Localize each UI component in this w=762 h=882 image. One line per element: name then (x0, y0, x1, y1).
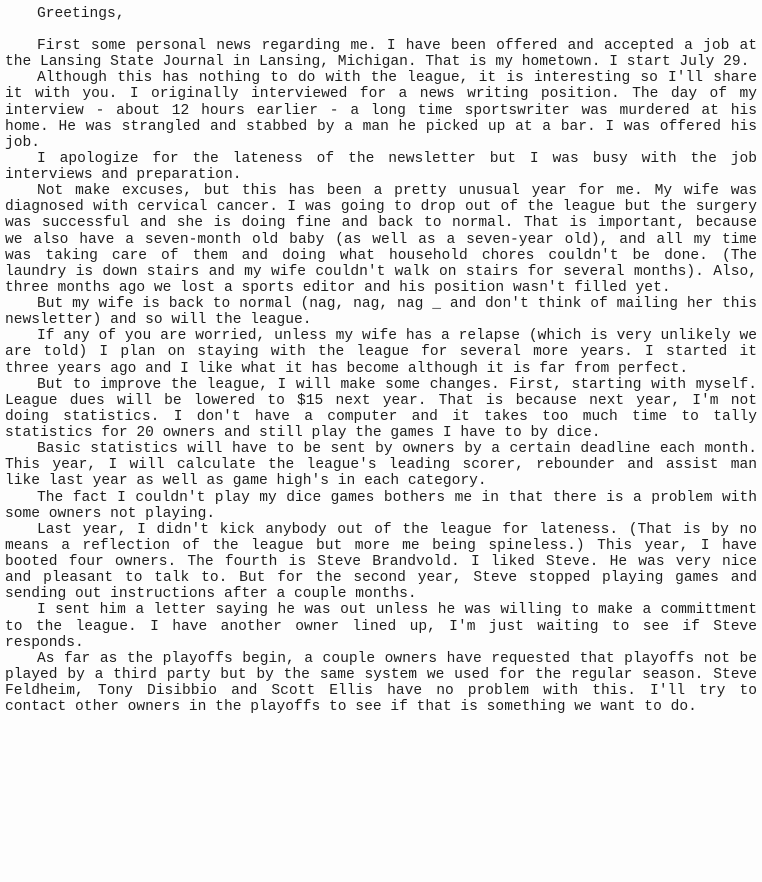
paragraph: Not make excuses, but this has been a pretty unusual year for me. My wife was diagnosed with cervical cancer. I was going to drop out of the league but the surgery was successful and she is doing fine and back to normal. That is important, because we also have a seven-month old baby (as well as a seven-year old), and all my time was taking care of them and doing what household chores couldn't be done. (The laundry is down stairs and my wife couldn't walk on stairs for several months). Also, three months ago we lost a sports editor and his position wasn't filled yet. (5, 183, 757, 296)
paragraph: I apologize for the lateness of the newsletter but I was busy with the job interviews and preparation. (5, 150, 757, 183)
paragraph: Last year, I didn't kick anybody out of the league for lateness. (That is by no means a reflection of the league but more me being spineless.) This year, I have booted four owners. The fourth is Steve Brandvold. I liked Steve. He was very nice and pleasant to talk to. But for the second year, Steve stopped playing games and sending out instructions after a couple months. (5, 521, 757, 603)
letter-body (5, 38, 757, 715)
paragraph: But to improve the league, I will make some changes. First, starting with myself. League dues will be lowered to $15 next year. That is because next year, I'm not doing statistics. I don't have a computer and it takes too much time to tally statistics for 20 owners and still play the games I have to by dice. (5, 376, 757, 441)
paragraph: Basic statistics will have to be sent by owners by a certain deadline each month. This year, I will calculate the league's leading scorer, rebounder and assist man like last year as well as game high's in each category. (5, 441, 757, 490)
paragraph: As far as the playoffs begin, a couple owners have requested that playoffs not be played by a third party but by the same system we used for the regular season. Steve Feldheim, Tony Disibbio and Scott Ellis have no problem with this. I'll try to contact other owners in the playoffs to see if that is something we want to do. (5, 650, 757, 716)
paragraph: If any of you are worried, unless my wife has a relapse (which is very unlikely we are told) I plan on staying with the league for several more years. I started it three years ago and I like what it has become although it is far from perfect. (5, 328, 757, 377)
paragraph: First some personal news regarding me. I have been offered and accepted a job at the Lansing State Journal in Lansing, Michigan. That is my hometown. I start July 29. (5, 38, 757, 71)
paragraph: I sent him a letter saying he was out unless he was willing to make a committment to the league. I have another owner lined up, I'm just waiting to see if Steve responds. (5, 602, 757, 651)
paragraph: But my wife is back to normal (nag, nag, nag _ and don't think of mailing her this newsletter) and so will the league. (5, 296, 757, 329)
paragraph: The fact I couldn't play my dice games bothers me in that there is a problem with some owners not playing. (5, 489, 757, 522)
paragraph: Although this has nothing to do with the league, it is interesting so I'll share it with you. I originally interviewed for a news writing position. The day of my interview - about 12 hours earlier - a long time sportswriter was murdered at his home. He was strangled and stabbed by a man he picked up at a bar. I was offered his job. (5, 70, 757, 151)
letter-greeting: Greetings, (37, 6, 125, 22)
